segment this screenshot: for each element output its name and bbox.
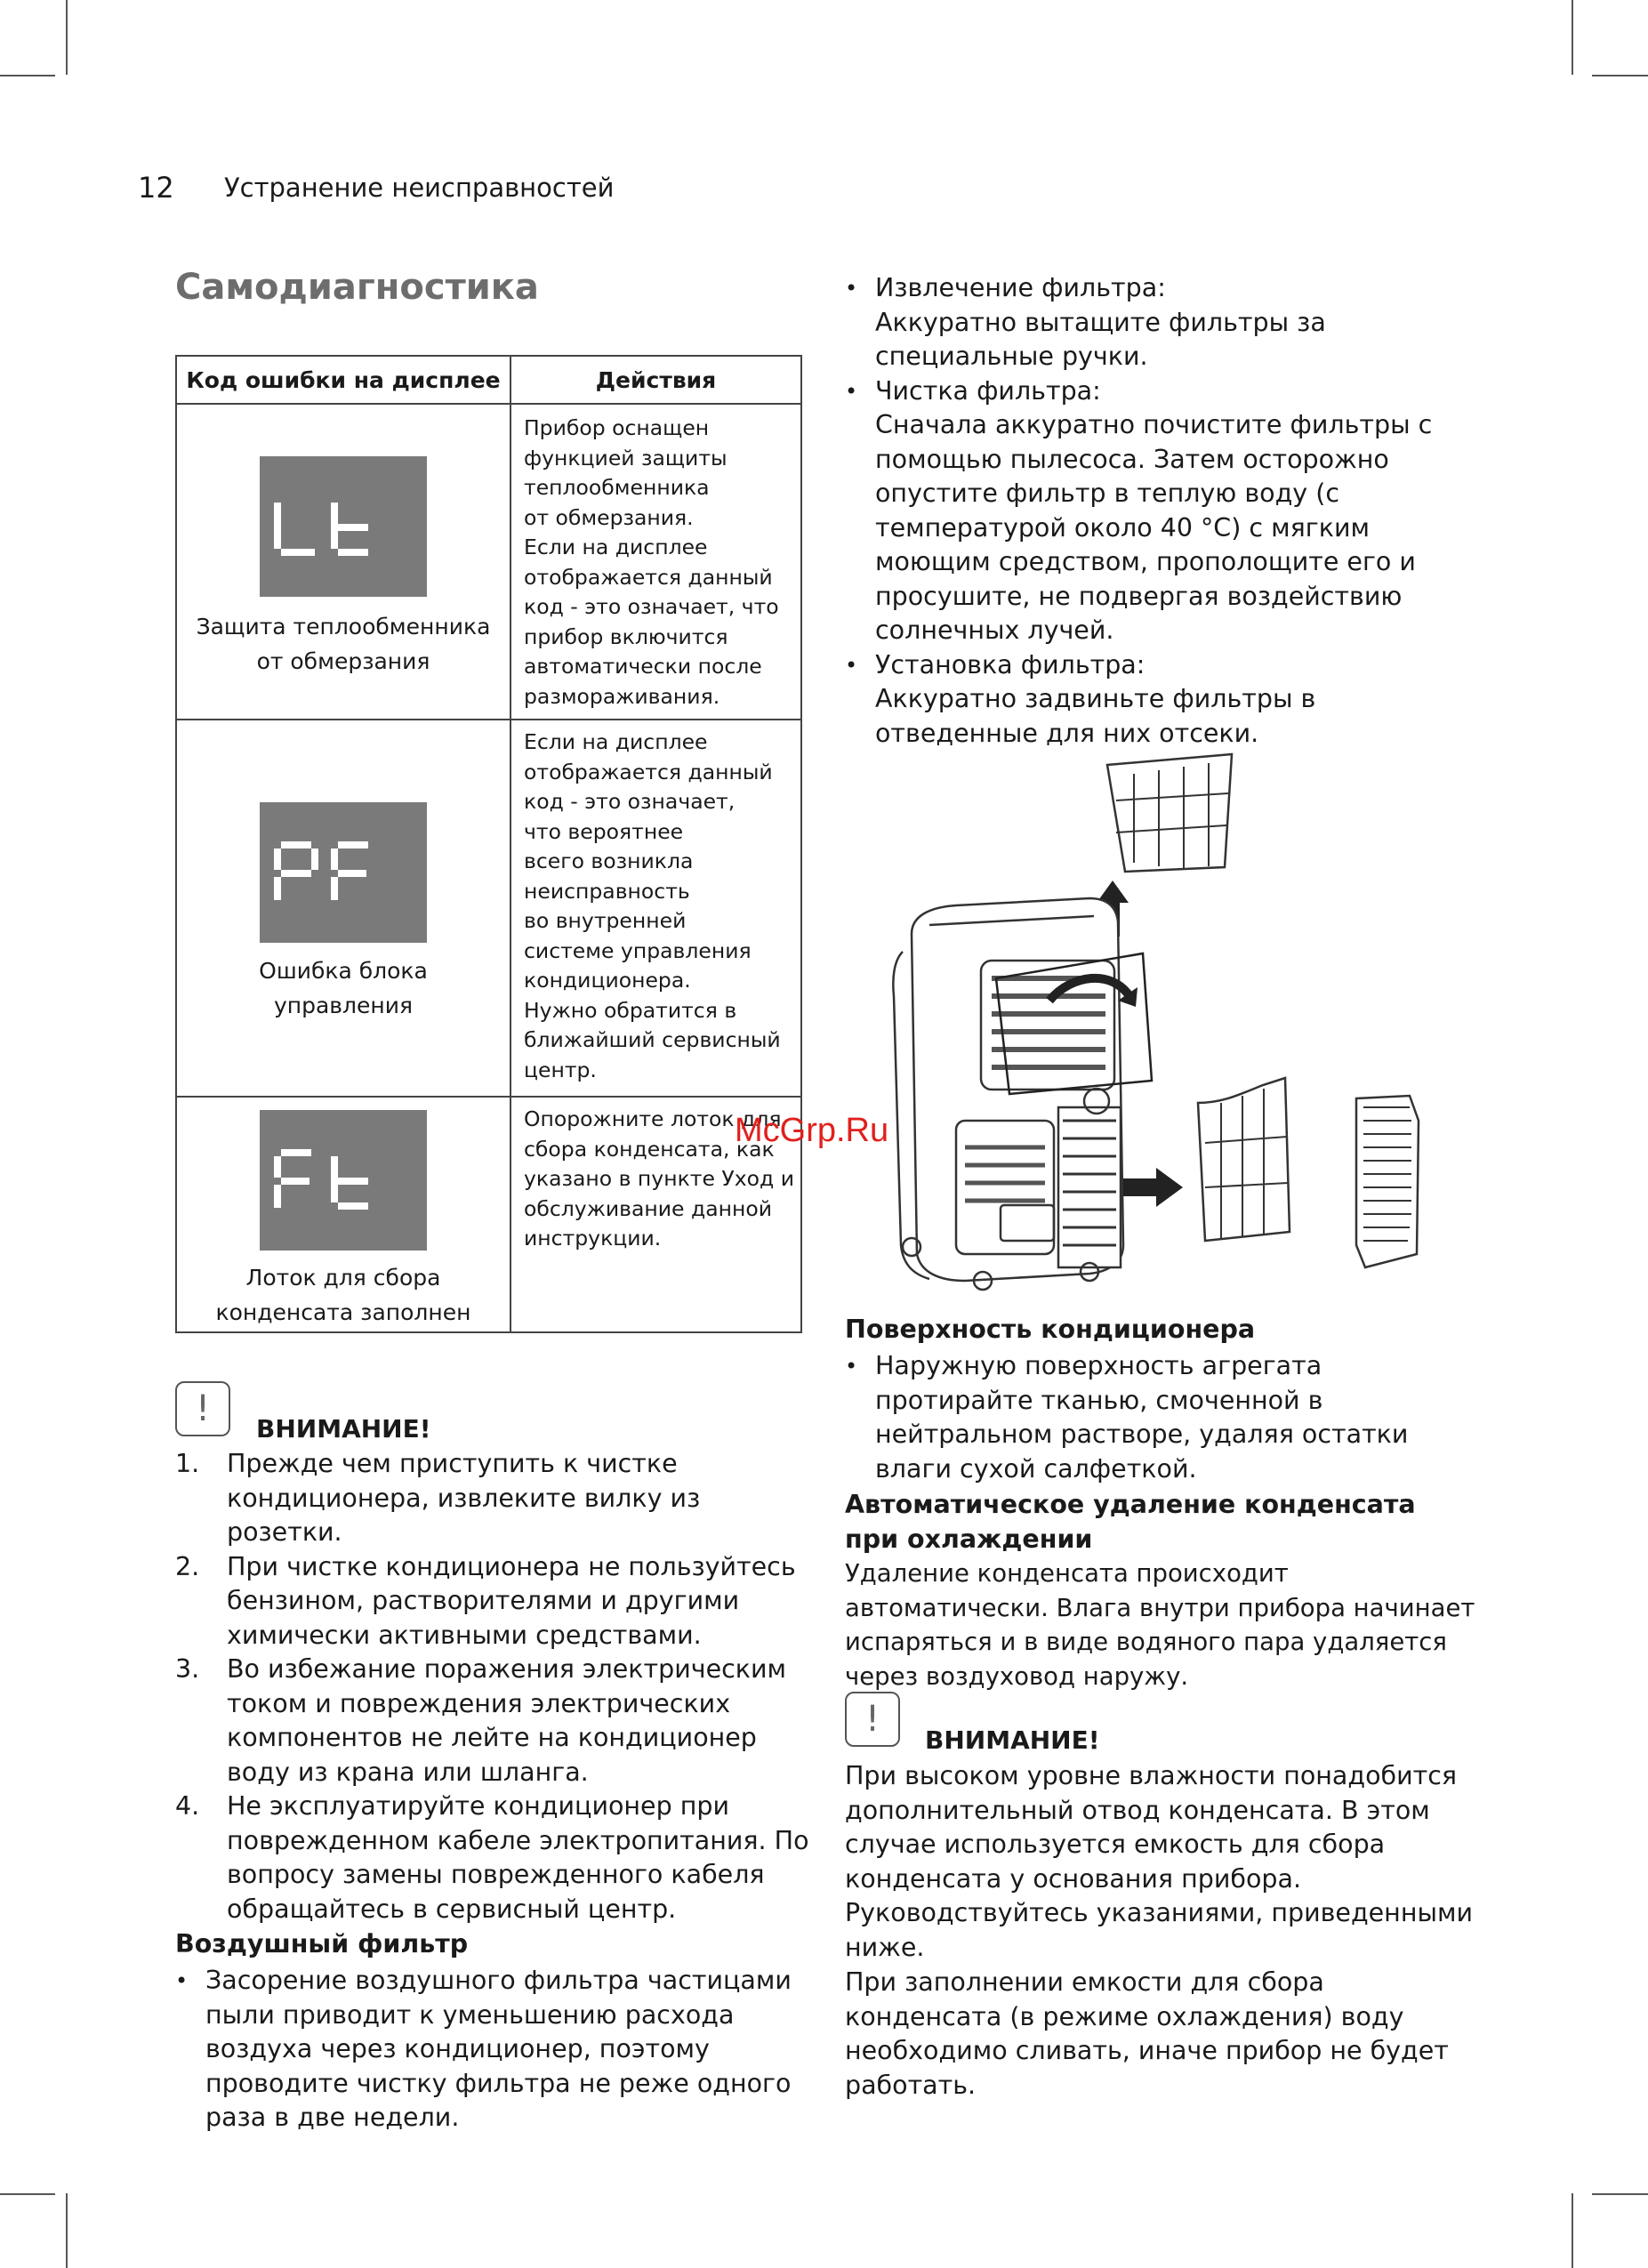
- list-item: [845, 374, 1485, 648]
- air-filter-heading: Воздушный фильтр: [175, 1929, 469, 1958]
- warning-list: [175, 1447, 816, 1926]
- step-label: Извлечение фильтра:: [875, 273, 1166, 302]
- step-text: Аккуратно вытащите фильтры за специальные ручки.: [875, 307, 1326, 371]
- bullet: •: [845, 276, 858, 301]
- section-title: Самодиагностика: [175, 267, 539, 308]
- page-number: 12: [138, 171, 174, 205]
- list-item: [175, 1447, 816, 1550]
- crop-mark: [1592, 75, 1648, 76]
- table-header-code: Код ошибки на дисплее: [186, 366, 501, 393]
- action-text: Опорожните лоток для сбора конденсата, как указано в пункте Уход и обслуживание данной инструкции.: [524, 1106, 794, 1251]
- table-header-action: Действия: [595, 366, 717, 393]
- crop-mark: [1572, 0, 1573, 75]
- caption-line: Защита теплообменника: [196, 614, 491, 639]
- step-label: Установка фильтра:: [875, 649, 1146, 680]
- list-text: Засорение воздушного фильтра частицами пыли приводит к уменьшению расхода воздуха через кондиционер, поэтому проводите чистку фильтра не реже одного раза в две недели.: [205, 1966, 792, 2132]
- caption-line: от обмерзания: [256, 648, 430, 674]
- code-caption: [177, 1260, 510, 1330]
- action-text: Если на дисплее отображается данный код - это означает, что вероятнее всего возникла неисправность во внутренней системе управления кондиционера. Нужно обратится в ближайший сервисный центр.: [524, 729, 781, 1082]
- filter-steps-list: [845, 271, 1485, 751]
- list-item: [175, 1653, 816, 1789]
- step-text: Аккуратно задвиньте фильтры в отведенные для них отсеки.: [875, 684, 1316, 748]
- crop-mark: [0, 2193, 55, 2195]
- heading-line: Автоматическое удаление конденсата: [845, 1490, 1416, 1519]
- list-text: Во избежание поражения электрическим током и повреждения электрических компонентов не лейте на кондиционер воду из крана или шланга.: [227, 1654, 787, 1787]
- heading-line: при охлаждении: [845, 1524, 1093, 1554]
- step-text: Сначала аккуратно почистите фильтры с помощью пылесоса. Затем осторожно опустите фильтр в теплую воду (с температурой около 40 °С) с мягким моющим средством, прополощите его и просушите, не подвергая воздействию солнечных лучей.: [875, 410, 1433, 645]
- condensate-text: Удаление конденсата происходит автоматически. Влага внутри прибора начинает испаряться и в виде водяного пара удаляется через воздуховод наружу.: [845, 1559, 1475, 1691]
- warning-icon: !: [845, 1692, 900, 1747]
- caption-line: конденсата заполнен: [215, 1299, 471, 1325]
- air-filter-list: [175, 1964, 807, 2135]
- warning-title: ВНИМАНИЕ!: [256, 1414, 431, 1444]
- crop-mark: [1572, 2193, 1573, 2268]
- bullet: •: [845, 378, 858, 404]
- air-conditioner-unit: [893, 898, 1152, 1290]
- side-filter-panel: [1198, 1078, 1290, 1241]
- crop-mark: [1592, 2193, 1648, 2195]
- louver-panel: [1356, 1096, 1419, 1267]
- list-number: 2.: [175, 1551, 200, 1581]
- surface-list: [845, 1349, 1485, 1486]
- filter-removal-illustration: [876, 747, 1454, 1311]
- list-text: При чистке кондиционера не пользуйтесь бензином, растворителями и другими химически активными средствами.: [227, 1551, 796, 1650]
- lcd-display-pf: [260, 802, 427, 943]
- list-item: [175, 1789, 816, 1926]
- right-arrow-icon: [1123, 1168, 1183, 1207]
- list-item: [175, 1550, 816, 1653]
- bullet: •: [845, 652, 858, 678]
- list-item: [845, 1349, 1485, 1486]
- table-row: [177, 720, 800, 1096]
- list-text: Не эксплуатируйте кондиционер при поврежденном кабеле электропитания. По вопросу замены поврежденного кабеля обращайтесь в сервисный центр.: [227, 1791, 809, 1924]
- caption-line: Лоток для сбора: [245, 1265, 441, 1291]
- list-text: Наружную поверхность агрегата протирайте тканью, смоченной в нейтральном растворе, удаляя остатки влаги сухой салфеткой.: [875, 1351, 1409, 1484]
- code-caption: [177, 953, 510, 1023]
- table-row: [177, 405, 800, 719]
- list-item: [845, 271, 1485, 374]
- crop-mark: [0, 75, 55, 76]
- watermark: McGrp.Ru: [735, 1112, 889, 1149]
- list-item: [845, 648, 1485, 752]
- warning-title: ВНИМАНИЕ!: [925, 1725, 1100, 1755]
- bullet: •: [845, 1354, 858, 1379]
- list-text: Прежде чем приступить к чистке кондиционера, извлеките вилку из розетки.: [227, 1449, 701, 1547]
- lcd-display-ft: [260, 1110, 427, 1251]
- action-text: Прибор оснащен функцией защиты теплообменника от обмерзания. Если на дисплее отображается данный код - это означает, что прибор включится автоматически после размораживания.: [524, 415, 779, 709]
- crop-mark: [66, 0, 68, 75]
- list-number: 4.: [175, 1791, 200, 1821]
- step-label: Чистка фильтра:: [875, 375, 1101, 406]
- crop-mark: [66, 2193, 68, 2268]
- diagnostics-table: [175, 355, 802, 1333]
- code-caption: [177, 609, 510, 679]
- bullet: •: [175, 1968, 189, 1993]
- caption-line: управления: [273, 993, 414, 1018]
- warning2-text-1: При высоком уровне влажности понадобится дополнительный отвод конденсата. В этом случае используется емкость для сбора конденсата у основания прибора. Руководствуйтесь указаниями, приведенными ниже.: [845, 1761, 1473, 1962]
- running-title: Устранение неисправностей: [224, 173, 615, 203]
- warning-icon: !: [175, 1381, 230, 1436]
- surface-heading: Поверхность кондиционера: [845, 1315, 1256, 1344]
- lcd-display-lt: [260, 456, 427, 597]
- warning2-text-2: При заполнении емкости для сбора конденсата (в режиме охлаждения) воду необходимо сливать, иначе прибор не будет работать.: [845, 1967, 1449, 2100]
- top-filter-panel: [1107, 754, 1232, 872]
- list-item: [175, 1964, 807, 2135]
- list-number: 1.: [175, 1449, 200, 1478]
- condensate-heading: [845, 1488, 1416, 1556]
- caption-line: Ошибка блока: [259, 958, 428, 984]
- list-number: 3.: [175, 1654, 200, 1684]
- table-row: [177, 1098, 800, 1333]
